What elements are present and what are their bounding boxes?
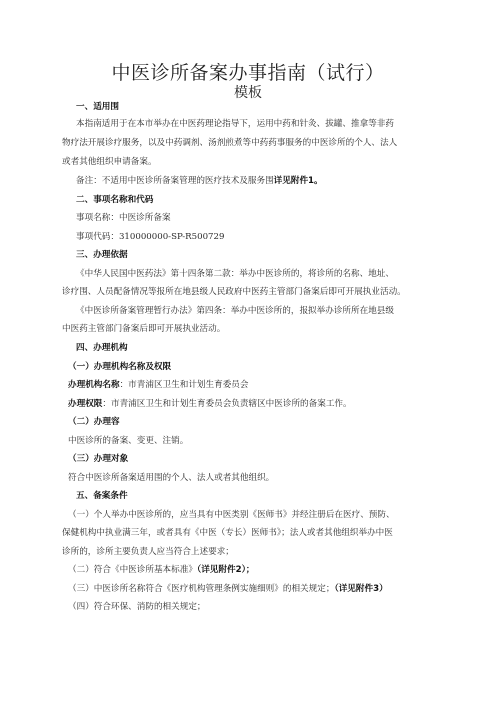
section-1-paragraph-line: 或者其他组织申请备案。 [62, 157, 157, 167]
section-1-paragraph-line: 物疗法开展诊疗服务，以及中药调剂、汤剂煎煮等中药药事服务的中医诊所的个人、法人 [62, 138, 398, 148]
condition-line [68, 583, 448, 595]
section-1-note [76, 175, 454, 187]
section-3-heading: 三、办理依据 [76, 250, 128, 260]
authority-value: ：市青浦区卫生和计划生育委员会负责辖区中医诊所的备案工作。 [102, 399, 352, 409]
section-4-heading: 四、办理机构 [76, 343, 128, 353]
org-value: ：市青浦区卫生和计划生育委员会 [119, 380, 249, 390]
appendix-ref: （详见附件3） [334, 584, 388, 594]
target-line: 符合中医诊所备案适用围的个人、法人或者其他组织。 [68, 473, 275, 483]
section-2-heading: 二、事项名称和代码 [76, 195, 154, 205]
note-appendix-ref: 详见附件1。 [273, 176, 323, 186]
authority-line [68, 398, 446, 410]
condition-text: （二）符合《中医诊所基本标准》 [68, 565, 197, 575]
section-1-heading: 一、适用围 [76, 102, 119, 112]
note-text: 备注：不适用中医诊所备案管理的医疗技术及服务围 [76, 176, 274, 186]
basis-paragraph-line: 诊疗围、人员配备情况等报所在地县级人民政府中医药主管部门备案后即可开展执业活动。 [62, 287, 406, 297]
content-line: 中医诊所的备案、变更、注销。 [68, 436, 189, 446]
page-subtitle: 模板 [234, 85, 262, 101]
section-5-heading: 五、备案条件 [76, 491, 128, 501]
subsection-heading: （三）办理对象 [68, 454, 129, 464]
condition-line: （一）个人举办中医诊所的，应当具有中医类别《医师书》并经注册后在医疗、预防、 [68, 510, 395, 520]
basis-paragraph-line: 中医药主管部门备案后即可开展执业活动。 [62, 324, 226, 334]
item-code: 事项代码：310000000-SP-R500729 [76, 232, 225, 242]
condition-line [68, 564, 446, 576]
condition-line: （四）符合环保、消防的相关规定； [68, 602, 206, 612]
org-label: 办理机构名称 [68, 380, 120, 390]
condition-text: （三）中医诊所名称符合《医疗机构管理条例实施细则》的相关规定； [68, 584, 335, 594]
subsection-heading: （一）办理机构名称及权限 [68, 362, 172, 372]
appendix-ref: （详见附件2）； [196, 565, 255, 575]
item-name: 事项名称：中医诊所备案 [76, 213, 171, 223]
basis-paragraph-line: 《中医诊所备案管理暂行办法》第四条：举办中医诊所的，报拟举办诊所所在地县级 [76, 306, 394, 316]
basis-paragraph-line: 《中华人民国中医药法》第十四条第二款：举办中医诊所的，将诊所的名称、地址、 [76, 269, 394, 279]
condition-line: 保健机构中执业满三年，或者具有《中医（专长）医师书》；法人或者其他组织举办中医 [62, 528, 393, 538]
org-name-line [68, 379, 446, 391]
section-1-paragraph-line: 本指南适用于在本市举办在中医药理论指导下，运用中药和针灸、拔罐、推拿等非药 [76, 119, 394, 129]
subsection-heading: （二）办理容 [68, 417, 120, 427]
condition-line: 诊所的，诊所主要负责人应当符合上述要求； [62, 547, 234, 557]
authority-label: 办理权限 [68, 399, 103, 409]
page-title: 中医诊所备案办事指南（试行） [111, 62, 385, 84]
